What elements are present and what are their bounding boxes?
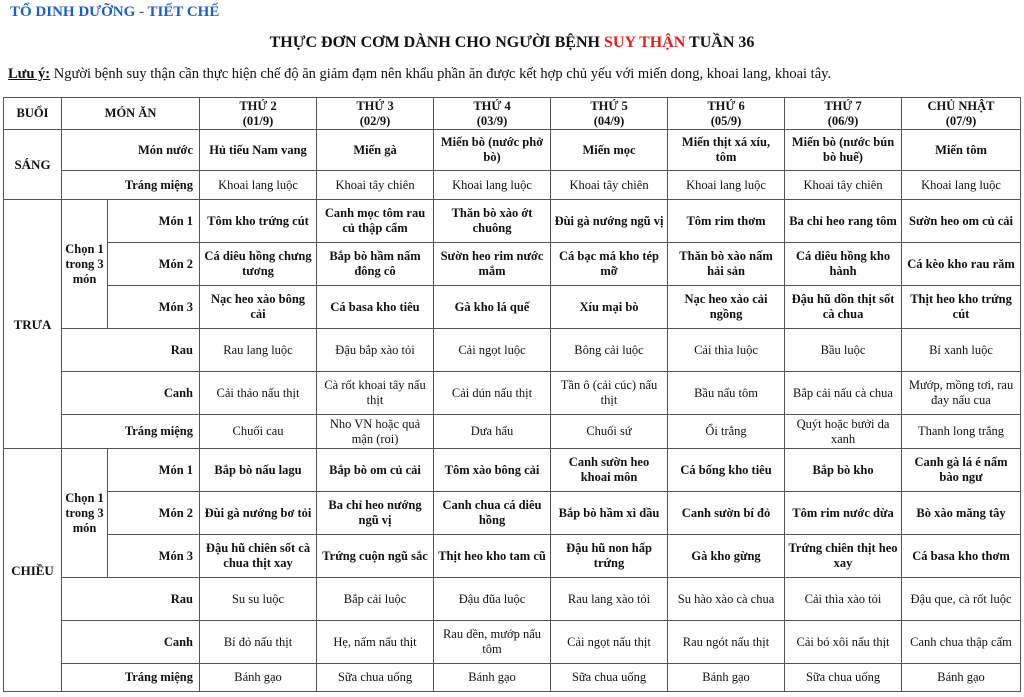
table-row <box>4 200 1021 243</box>
session-label-trua: TRƯA <box>4 200 62 449</box>
menu-cell: Cá bạc má kho tép mỡ <box>551 243 668 286</box>
session-label-sang: SÁNG <box>4 130 62 200</box>
row-label: Canh <box>62 621 200 664</box>
table-row <box>4 535 1021 578</box>
menu-cell: Sườn heo om củ cải <box>902 200 1021 243</box>
table-row <box>4 621 1021 664</box>
menu-cell: Bắp cải nấu cà chua <box>785 372 902 415</box>
note <box>8 66 1018 83</box>
menu-cell: Hẹ, nấm nấu thịt <box>317 621 434 664</box>
menu-cell: Sữa chua uống <box>551 664 668 692</box>
table-row <box>4 329 1021 372</box>
menu-cell: Cải bó xôi nấu thịt <box>785 621 902 664</box>
table-row <box>4 286 1021 329</box>
row-label: Món 1 <box>108 200 200 243</box>
menu-table <box>3 97 1021 692</box>
menu-cell: Thịt heo kho trứng cút <box>902 286 1021 329</box>
menu-cell: Đậu hũ non hấp trứng <box>551 535 668 578</box>
day-date: (02/9) <box>359 113 391 128</box>
menu-cell: Trứng cuộn ngũ sắc <box>317 535 434 578</box>
menu-cell: Cải dún nấu thịt <box>434 372 551 415</box>
menu-cell: Cá diêu hồng chưng tương <box>200 243 317 286</box>
menu-cell: Canh mọc tôm rau củ thập cẩm <box>317 200 434 243</box>
menu-cell: Cá basa kho thơm <box>902 535 1021 578</box>
menu-cell: Cải ngọt nấu thịt <box>551 621 668 664</box>
menu-cell: Canh chua thập cẩm <box>902 621 1021 664</box>
menu-cell: Su hào xào cà chua <box>668 578 785 621</box>
menu-cell: Cải thìa xào tỏi <box>785 578 902 621</box>
menu-cell: Ba chỉ heo nướng ngũ vị <box>317 492 434 535</box>
row-label: Món 2 <box>108 243 200 286</box>
menu-cell: Tôm rim thơm <box>668 200 785 243</box>
note-label: Lưu ý: <box>8 66 51 82</box>
title-suffix: TUẦN 36 <box>685 34 755 51</box>
menu-cell: Thanh long trắng <box>902 415 1021 449</box>
menu-cell: Sườn heo rim nước mắm <box>434 243 551 286</box>
row-label: Món 3 <box>108 286 200 329</box>
menu-cell: Đùi gà nướng bơ tỏi <box>200 492 317 535</box>
menu-cell: Sữa chua uống <box>785 664 902 692</box>
menu-cell: Cá basa kho tiêu <box>317 286 434 329</box>
choose-note: Chọn 1 trong 3 món <box>62 449 108 578</box>
menu-cell: Bắp bò om củ cải <box>317 449 434 492</box>
header-dish: MÓN ĂN <box>62 98 200 130</box>
header-day-5 <box>668 98 785 130</box>
menu-cell: Bầu nấu tôm <box>668 372 785 415</box>
menu-cell: Sữa chua uống <box>317 664 434 692</box>
menu-cell: Cá diêu hồng kho hành <box>785 243 902 286</box>
menu-cell: Canh sườn bí đỏ <box>668 492 785 535</box>
menu-cell: Bánh gạo <box>902 664 1021 692</box>
menu-cell: Bí đỏ nấu thịt <box>200 621 317 664</box>
menu-cell: Cải ngọt luộc <box>434 329 551 372</box>
menu-cell: Hủ tiếu Nam vang <box>200 130 317 171</box>
menu-cell: Miến tôm <box>902 130 1021 171</box>
menu-cell: Khoai tây chiên <box>785 171 902 200</box>
menu-cell: Rau dền, mướp nấu tôm <box>434 621 551 664</box>
menu-cell: Rau lang luộc <box>200 329 317 372</box>
day-date: (01/9) <box>242 113 274 128</box>
day-name: THỨ 6 <box>707 98 745 113</box>
menu-cell: Miến bò (nước phở bò) <box>434 130 551 171</box>
row-label: Canh <box>62 372 200 415</box>
title-highlight: SUY THẬN <box>603 34 686 51</box>
header-row <box>4 98 1021 130</box>
menu-cell: Khoai lang luộc <box>668 171 785 200</box>
day-name: CHỦ NHẬT <box>927 98 995 113</box>
menu-cell: Đậu đũa luộc <box>434 578 551 621</box>
row-label: Tráng miệng <box>62 415 200 449</box>
row-label: Món 2 <box>108 492 200 535</box>
menu-cell: Cá kèo kho rau răm <box>902 243 1021 286</box>
menu-cell: Nạc heo xào bông cải <box>200 286 317 329</box>
day-date: (05/9) <box>710 113 742 128</box>
menu-cell: Miến mọc <box>551 130 668 171</box>
menu-cell: Dưa hấu <box>434 415 551 449</box>
header-session: BUỔI <box>4 98 62 130</box>
table-row <box>4 243 1021 286</box>
day-name: THỨ 7 <box>824 98 862 113</box>
menu-cell: Bắp bò kho <box>785 449 902 492</box>
menu-cell: Đậu hũ chiên sốt cà chua thịt xay <box>200 535 317 578</box>
department-name: TỔ DINH DƯỠNG - TIẾT CHẾ <box>10 4 220 20</box>
day-date: (07/9) <box>945 113 977 128</box>
day-name: THỨ 5 <box>590 98 628 113</box>
table-row <box>4 415 1021 449</box>
menu-cell: Bắp bò nấu lagu <box>200 449 317 492</box>
menu-cell: Bò xào măng tây <box>902 492 1021 535</box>
menu-cell: Bánh gạo <box>200 664 317 692</box>
menu-cell: Đậu hũ dồn thịt sốt cà chua <box>785 286 902 329</box>
menu-cell: Rau ngót nấu thịt <box>668 621 785 664</box>
menu-cell: Rau lang xào tỏi <box>551 578 668 621</box>
day-date: (03/9) <box>476 113 508 128</box>
row-label: Món 3 <box>108 535 200 578</box>
table-row <box>4 171 1021 200</box>
menu-cell: Ổi trắng <box>668 415 785 449</box>
menu-cell: Khoai lang luộc <box>902 171 1021 200</box>
table-row <box>4 578 1021 621</box>
menu-cell: Bắp bò hầm xì dầu <box>551 492 668 535</box>
day-date: (06/9) <box>827 113 859 128</box>
menu-cell: Nạc heo xào cải ngồng <box>668 286 785 329</box>
menu-cell: Khoai lang luộc <box>200 171 317 200</box>
menu-cell: Khoai tây chiên <box>551 171 668 200</box>
header-day-4 <box>551 98 668 130</box>
menu-cell: Nho VN hoặc quả mận (roi) <box>317 415 434 449</box>
menu-cell: Miến gà <box>317 130 434 171</box>
table-row <box>4 130 1021 171</box>
menu-cell: Xíu mại bò <box>551 286 668 329</box>
header-day-2 <box>317 98 434 130</box>
menu-cell: Cá bống kho tiêu <box>668 449 785 492</box>
menu-cell: Đậu que, cà rốt luộc <box>902 578 1021 621</box>
menu-cell: Miến thịt xá xíu, tôm <box>668 130 785 171</box>
header-day-3 <box>434 98 551 130</box>
menu-cell: Thăn bò xào nấm hải sản <box>668 243 785 286</box>
menu-cell: Đùi gà nướng ngũ vị <box>551 200 668 243</box>
header-day-7 <box>902 98 1021 130</box>
menu-cell: Bắp bò hầm nấm đông cô <box>317 243 434 286</box>
row-label: Món 1 <box>108 449 200 492</box>
menu-cell: Miến bò (nước bún bò huế) <box>785 130 902 171</box>
title-prefix: THỰC ĐƠN CƠM DÀNH CHO NGƯỜI BỆNH <box>269 34 604 51</box>
menu-cell: Cải thảo nấu thịt <box>200 372 317 415</box>
header-day-6 <box>785 98 902 130</box>
menu-cell: Canh gà lá é nấm bào ngư <box>902 449 1021 492</box>
menu-cell: Bầu luộc <box>785 329 902 372</box>
menu-cell: Su su luộc <box>200 578 317 621</box>
menu-cell: Bánh gạo <box>434 664 551 692</box>
menu-cell: Tôm xào bông cải <box>434 449 551 492</box>
menu-cell: Bắp cải luộc <box>317 578 434 621</box>
day-name: THỨ 4 <box>473 98 511 113</box>
row-label: Tráng miệng <box>62 171 200 200</box>
row-label: Rau <box>62 329 200 372</box>
menu-cell: Khoai tây chiên <box>317 171 434 200</box>
row-label: Món nước <box>62 130 200 171</box>
menu-cell: Tôm kho trứng cút <box>200 200 317 243</box>
table-row <box>4 449 1021 492</box>
page-title <box>0 34 1024 52</box>
menu-cell: Canh chua cá diêu hồng <box>434 492 551 535</box>
note-text: Người bệnh suy thận cần thực hiện chế độ ăn giảm đạm nên khẩu phần ăn được kết hợp chủ yếu với miến dong, khoai lang, khoai tây. <box>50 66 832 82</box>
header-day-1 <box>200 98 317 130</box>
menu-cell: Ba chỉ heo rang tôm <box>785 200 902 243</box>
menu-cell: Chuối sứ <box>551 415 668 449</box>
table-row <box>4 664 1021 692</box>
menu-cell: Cải thìa luộc <box>668 329 785 372</box>
session-label-chieu: CHIỀU <box>4 449 62 692</box>
day-name: THỨ 3 <box>356 98 394 113</box>
menu-cell: Trứng chiên thịt heo xay <box>785 535 902 578</box>
menu-cell: Quýt hoặc bưởi da xanh <box>785 415 902 449</box>
menu-cell: Canh sườn heo khoai môn <box>551 449 668 492</box>
menu-cell: Mướp, mồng tơi, rau đay nấu cua <box>902 372 1021 415</box>
table-row <box>4 372 1021 415</box>
menu-cell: Đậu bắp xào tỏi <box>317 329 434 372</box>
menu-cell: Thịt heo kho tam cũ <box>434 535 551 578</box>
menu-cell: Bánh gạo <box>668 664 785 692</box>
row-label: Tráng miệng <box>62 664 200 692</box>
day-name: THỨ 2 <box>239 98 277 113</box>
menu-cell: Tôm rim nước dừa <box>785 492 902 535</box>
menu-cell: Gà kho lá quế <box>434 286 551 329</box>
menu-cell: Bí xanh luộc <box>902 329 1021 372</box>
menu-cell: Cà rốt khoai tây nấu thịt <box>317 372 434 415</box>
menu-cell: Tần ô (cải cúc) nấu thịt <box>551 372 668 415</box>
menu-cell: Chuối cau <box>200 415 317 449</box>
table-row <box>4 492 1021 535</box>
day-date: (04/9) <box>593 113 625 128</box>
menu-cell: Khoai lang luộc <box>434 171 551 200</box>
menu-cell: Bông cải luộc <box>551 329 668 372</box>
menu-cell: Gà kho gừng <box>668 535 785 578</box>
row-label: Rau <box>62 578 200 621</box>
menu-cell: Thăn bò xào ớt chuông <box>434 200 551 243</box>
choose-note: Chọn 1 trong 3 món <box>62 200 108 329</box>
